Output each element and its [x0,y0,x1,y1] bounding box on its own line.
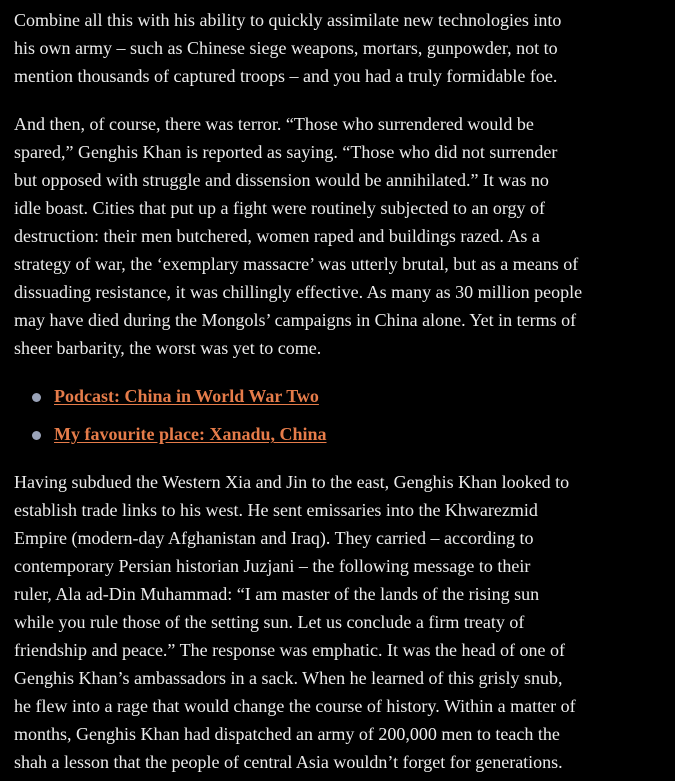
paragraph-terror [14,110,661,362]
text-line: Genghis Khan’s ambassadors in a sack. When he learned of this grisly snub, [14,668,563,688]
text-line: friendship and peace.” The response was emphatic. It was the head of one of [14,640,565,660]
text-line: sheer barbarity, the worst was yet to come. [14,338,322,358]
paragraph-assimilation [14,6,661,90]
link-podcast-china-ww2[interactable]: Podcast: China in World War Two [54,386,319,406]
text-line: idle boast. Cities that put up a fight were routinely subjected to an orgy of [14,198,546,218]
text-line: but opposed with struggle and dissension would be annihilated.” It was no [14,170,549,190]
paragraph-khwarezmid [14,468,661,776]
text-line: may have died during the Mongols’ campaigns in China alone. Yet in terms of [14,310,577,330]
text-line: shah a lesson that the people of central Asia wouldn’t forget for generations. [14,752,563,772]
text-line: Combine all this with his ability to quickly assimilate new technologies into [14,10,562,30]
text-line: dissuading resistance, it was chillingly effective. As many as 30 million people [14,282,583,302]
text-line: And then, of course, there was terror. “Those who surrendered would be [14,114,534,134]
bullet-icon [32,393,41,402]
text-line: his own army – such as Chinese siege weapons, mortars, gunpowder, not to [14,38,558,58]
text-line: contemporary Persian historian Juzjani – the following message to their [14,556,531,576]
text-line: Having subdued the Western Xia and Jin to the east, Genghis Khan looked to [14,472,570,492]
text-line: mention thousands of captured troops – and you had a truly formidable foe. [14,66,558,86]
list-item [14,420,661,448]
text-line: spared,” Genghis Khan is reported as saying. “Those who did not surrender [14,142,558,162]
list-item [14,382,661,410]
text-line: while you rule those of the setting sun. Let us conclude a firm treaty of [14,612,525,632]
text-line: strategy of war, the ‘exemplary massacre’ was utterly brutal, but as a means of [14,254,579,274]
bullet-icon [32,431,41,440]
text-line: establish trade links to his west. He sent emissaries into the Khwarezmid [14,500,538,520]
text-line: he flew into a rage that would change the course of history. Within a matter of [14,696,576,716]
related-links-list [14,382,661,448]
text-line: months, Genghis Khan had dispatched an army of 200,000 men to teach the [14,724,560,744]
link-favourite-place-xanadu[interactable]: My favourite place: Xanadu, China [54,424,327,444]
text-line: destruction: their men butchered, women raped and buildings razed. As a [14,226,540,246]
text-line: Empire (modern-day Afghanistan and Iraq). They carried – according to [14,528,534,548]
text-line: ruler, Ala ad-Din Muhammad: “I am master of the lands of the rising sun [14,584,540,604]
